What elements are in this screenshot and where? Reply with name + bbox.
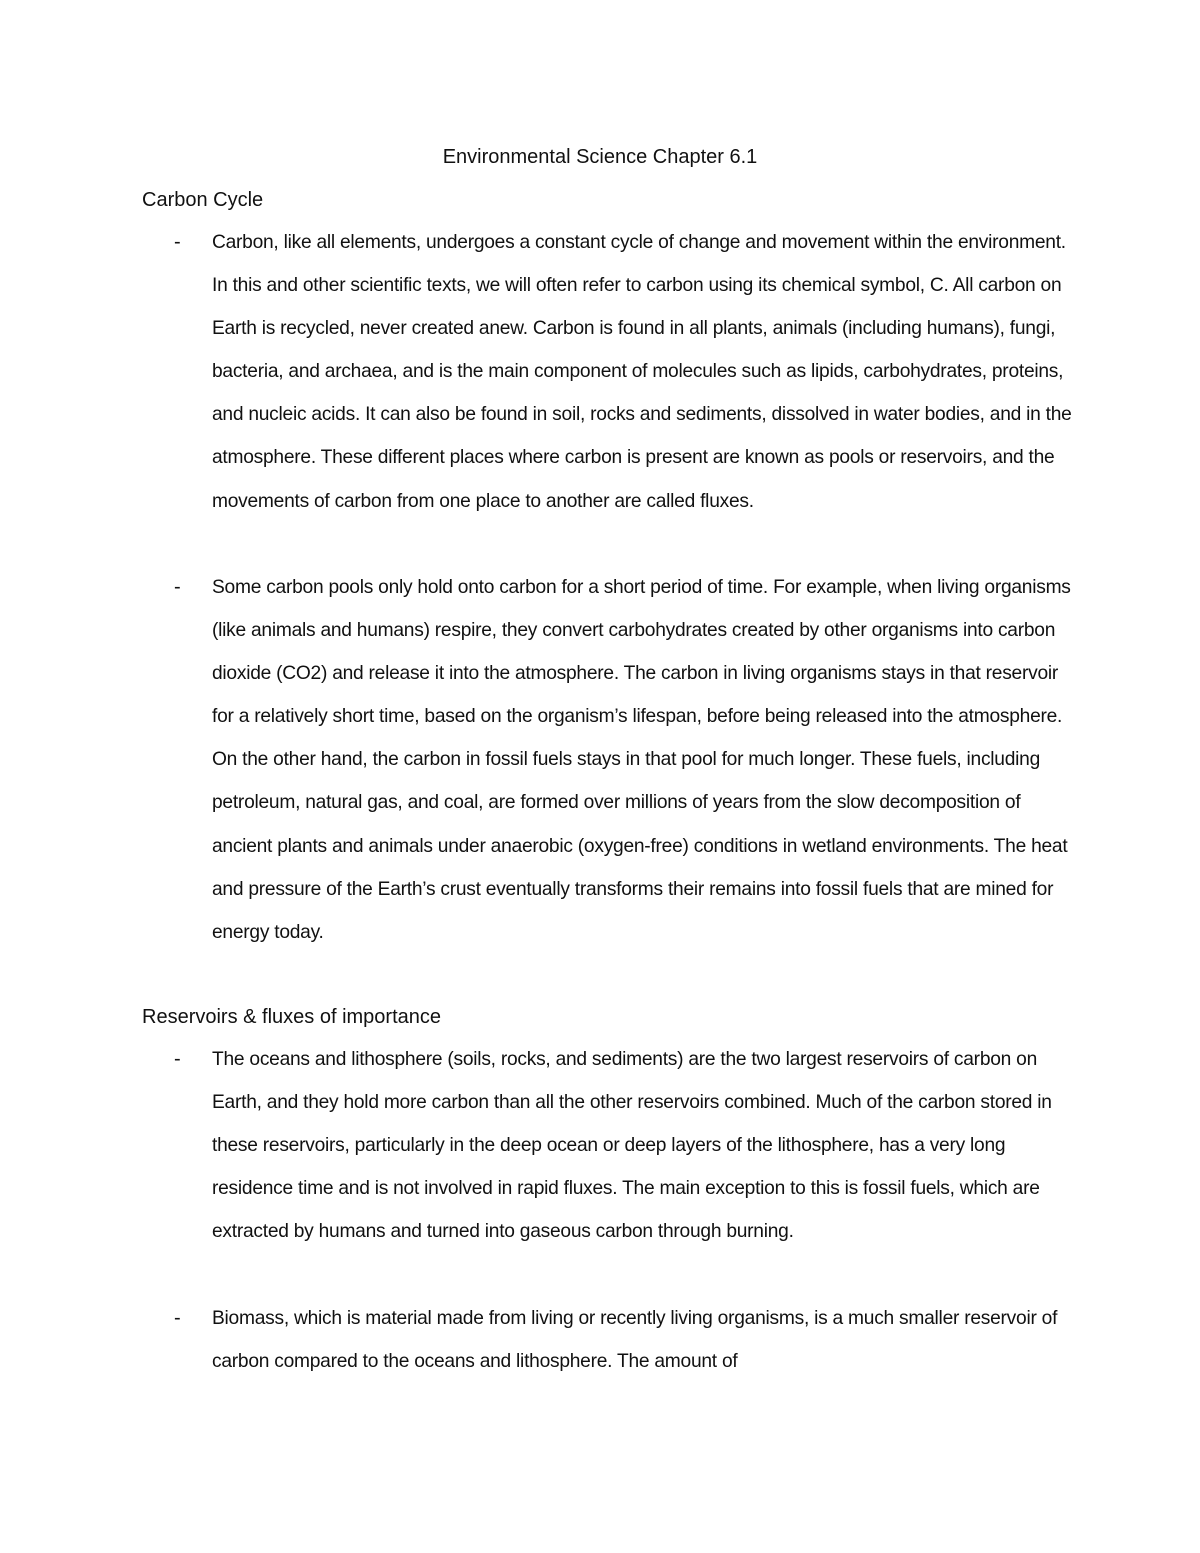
- bullet-dash: -: [174, 1048, 181, 1070]
- paragraph-text: Carbon, like all elements, undergoes a constant cycle of change and movement within the environment. In this and other scientific texts, we will often refer to carbon using its chemical symbol, C. All carbon on Earth is recycled, never created anew. Carbon is found in all plants, animals (including humans), fungi, bacteria, and archaea, and is the main component of molecules such as lipids, carbohydrates, proteins, and nucleic acids. It can also be found in soil, rocks and sediments, dissolved in water bodies, and in the atmosphere. These different places where carbon is present are known as pools or reservoirs, and the movements of carbon from one place to another are called fluxes.: [212, 232, 1072, 512]
- document-title: Environmental Science Chapter 6.1: [442, 146, 758, 168]
- paragraph-text: The oceans and lithosphere (soils, rocks, and sediments) are the two largest reservoirs of carbon on Earth, and they hold more carbon than all the other reservoirs combined. Much of the carbon stored in these reservoirs, particularly in the deep ocean or deep layers of the lithosphere, has a very long residence time and is not involved in rapid fluxes. The main exception to this is fossil fuels, which are extracted by humans and turned into gaseous carbon through burning.: [212, 1049, 1052, 1243]
- bullet-dash: -: [174, 576, 181, 598]
- paragraph-text: Some carbon pools only hold onto carbon for a short period of time. For example, when living organisms (like animals and humans) respire, they convert carbohydrates created by other organisms into carbon dioxide (CO2) and release it into the atmosphere. The carbon in living organisms stays in that reservoir for a relatively short time, based on the organism’s lifespan, before being released into the atmosphere. On the other hand, the carbon in fossil fuels stays in that pool for much longer. These fuels, including petroleum, natural gas, and coal, are formed over millions of years from the slow decomposition of ancient plants and animals under anaerobic (oxygen-free) conditions in wetland environments. The heat and pressure of the Earth’s crust eventually transforms their remains into fossil fuels that are mined for energy today.: [212, 577, 1071, 943]
- paragraph-text: Biomass, which is material made from living or recently living organisms, is a much smaller reservoir of carbon compared to the oceans and lithosphere. The amount of: [212, 1308, 1058, 1373]
- section-heading-reservoirs: Reservoirs & fluxes of importance: [142, 1006, 442, 1028]
- section-heading-carbon-cycle: Carbon Cycle: [142, 189, 264, 211]
- bullet-dash: -: [174, 231, 181, 253]
- bullet-dash: -: [174, 1307, 181, 1329]
